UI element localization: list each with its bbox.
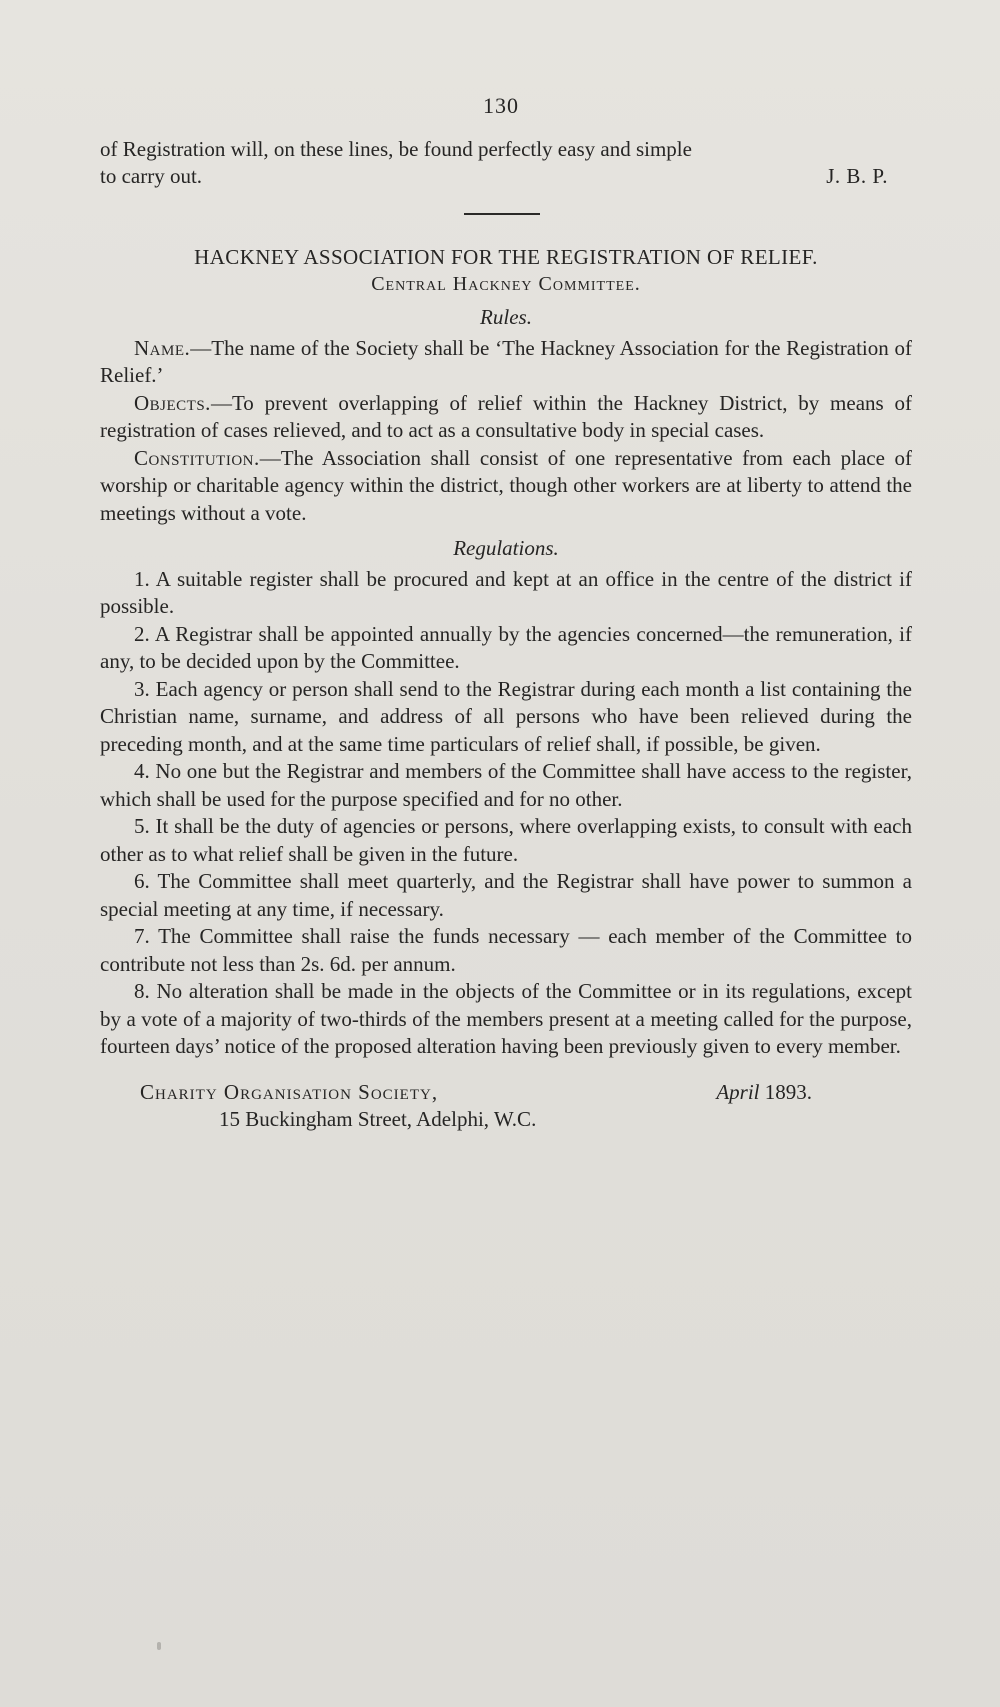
regulation-item: 5. It shall be the duty of agencies or persons, where overlapping exists, to consult with each other as to what relief shall be given in the future.	[100, 814, 912, 866]
footer-top-line	[100, 1079, 912, 1106]
rule-term: Objects.	[134, 390, 211, 415]
intro-signature: J. B. P.	[826, 164, 888, 188]
footer-address: 15 Buckingham Street, Adelphi, W.C.	[219, 1106, 537, 1131]
intro-signoff	[100, 163, 912, 191]
regulation-item: 4. No one but the Registrar and members of the Committee shall have access to the register, which shall be used for the purpose specified and for no other.	[100, 759, 912, 811]
footer-date-year: 1893.	[759, 1079, 812, 1104]
regulation-item: 2. A Registrar shall be appointed annually by the agencies concerned—the remuneration, if any, to be decided upon by the Committee.	[100, 621, 912, 673]
rule-term: Constitution.	[134, 445, 260, 470]
rule-name	[100, 335, 912, 390]
rule-constitution	[100, 445, 912, 528]
document-heading: HACKNEY ASSOCIATION FOR THE REGISTRATION OF RELIEF.	[194, 244, 818, 269]
regulation-item: 6. The Committee shall meet quarterly, and the Registrar shall have power to summon a special meeting at any time, if necessary.	[100, 869, 912, 921]
section-divider	[464, 213, 540, 215]
regulation-item: 3. Each agency or person shall send to the Registrar during each month a list containing the Christian name, surname, and address of all persons who have been relieved during the preceding month, and at the same time particulars of relief shall, if possible, be given.	[100, 676, 912, 756]
rule-objects	[100, 390, 912, 445]
regulation-item: 1. A suitable register shall be procured and kept at an office in the centre of the district if possible.	[100, 566, 912, 618]
rule-text: —The Association shall consist of one representative from each place of worship or charitable agency within the district, though other workers are at liberty to attend the meetings without a vote.	[100, 445, 912, 525]
page-content	[100, 92, 912, 1133]
page-number: 130	[483, 93, 519, 118]
regulations-title: Regulations.	[453, 536, 559, 560]
rule-text: —The name of the Society shall be ‘The Hackney Association for the Registration of Relief.’	[100, 335, 912, 387]
footer	[100, 1079, 912, 1133]
rule-text: —To prevent overlapping of relief within the Hackney District, by means of registration of cases relieved, and to act as a consultative body in special cases.	[100, 390, 912, 442]
rule-term: Name.	[134, 335, 191, 360]
rules-title: Rules.	[480, 304, 532, 329]
intro-line-1: of Registration will, on these lines, be found perfectly easy and simple	[100, 136, 692, 161]
regulation-item: 8. No alteration shall be made in the objects of the Committee or in its regulations, except by a vote of a majority of two-thirds of the members present at a meeting called for the purpose, fourteen days’ notice of the proposed alteration having been previously given to every member.	[100, 979, 912, 1058]
paper-speck	[157, 1642, 161, 1650]
footer-organisation: Charity Organisation Society,	[140, 1079, 439, 1104]
committee-subheading: Central Hackney Committee.	[371, 272, 641, 295]
footer-date-month: April	[716, 1079, 760, 1104]
regulation-item: 7. The Committee shall raise the funds necessary — each member of the Committee to contribute not less than 2s. 6d. per annum.	[100, 924, 912, 976]
footer-date	[716, 1079, 912, 1106]
intro-line-2: to carry out.	[100, 164, 203, 188]
